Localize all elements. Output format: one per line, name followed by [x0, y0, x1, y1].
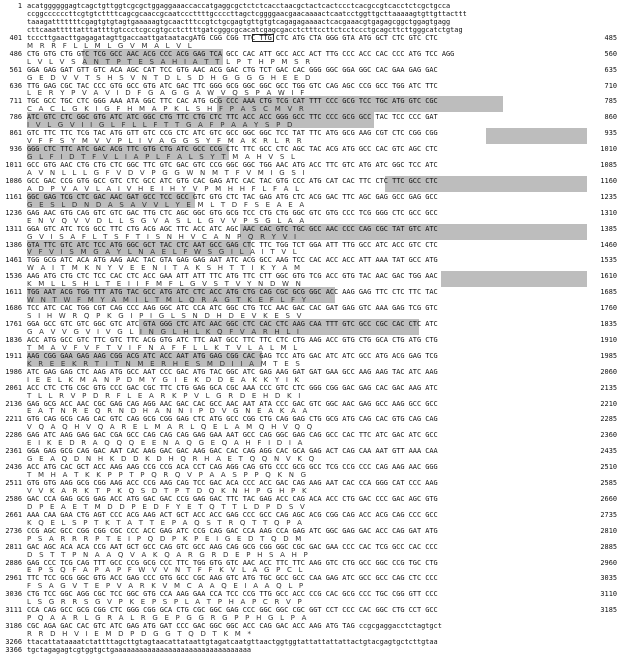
- nucleotide-row: [0, 336, 620, 344]
- dna-sequence: GTG GTG AAG GCG CGG AAG ACC CCG AAG CAG TCC GAC ACA CCC ACC GAC CAG AAG AAT CAC CCA GGG CAT CCC AAG: [27, 479, 438, 487]
- end-position: 1310: [600, 208, 617, 217]
- amino-acid-row: [0, 392, 620, 400]
- end-position: 3110: [600, 590, 617, 599]
- end-position: 3035: [600, 574, 617, 583]
- protein-sequence: S I H W R Q P K G I P I G L S N D H D E V K E S V: [27, 312, 302, 321]
- dna-sequence: CCG AGC GCC CGG CGG CGC CCC ACC GAG ATC CCG CAG GAC CCA AAG CCA GAG ATC GGC GAG GAC ACC CAG GAT ATG: [27, 526, 438, 535]
- protein-sequence: G E S L D N D A S A V V L Y E M L T D F S E A E A: [27, 200, 305, 209]
- protein-sequence: V F V I S M G A Y L N A E L F W S G I L A I T V L: [27, 248, 297, 257]
- dna-sequence: GAC AGC ACA ACA CCG AAT GCT GCC CAG GTC GCC AAG CAG GCG CGG GGC CGC GAC GAA CCC CAC TCG GCC CAC CCC: [27, 542, 438, 551]
- dna-sequence: GGA GAG GAT GTT GTC ACA AGC CAT TCC GTG AAC ACG GAC CTG TCT GAC CAC GGG GGC GGA GGC CAC GAA GAG GAC: [27, 65, 438, 74]
- dna-sequence: TGG GCG ATC ACA ATG AAG AAC TAC GTA GAG GAG AAT ATC ACG GCC AAG TCC CAC ACC ACC ATT AAA TAT GCC ATG: [27, 256, 438, 265]
- nucleotide-row: [0, 256, 620, 264]
- protein-sequence: T M A V F V F T V I F N A F F L L K T V L A L M L: [27, 343, 298, 352]
- start-position: 1686: [5, 304, 22, 313]
- amino-acid-row: [0, 328, 620, 336]
- nucleotide-row: [0, 129, 620, 137]
- dna-sequence: ccggccccccttcgtgtcttttcagcgcaaccgcaatcccttttgccccttagctcggggaacgaacaaaactcaatcctggttgcttaaaaagtgttgttacttt: [27, 9, 467, 18]
- protein-sequence: L S G R R S G V P K E P S P L A T P H A P C R V P: [27, 598, 302, 607]
- end-position: 1535: [600, 256, 617, 265]
- end-position: 2510: [600, 463, 617, 472]
- amino-acid-row: [0, 582, 620, 590]
- nucleotide-row: [0, 431, 620, 439]
- start-position: 2511: [5, 479, 22, 487]
- protein-sequence: G A V V G V I V G L I N G L H L K Q F V A R H L I: [27, 327, 299, 336]
- end-position: 1010: [600, 145, 617, 154]
- protein-sequence: E A T N R E Q R N D H A N N I P D V G N E A K A A: [27, 407, 308, 416]
- start-position: 3186: [5, 622, 22, 631]
- protein-sequence: M R R F L L M L G V M A L V L: [27, 41, 192, 50]
- end-position: 1610: [600, 272, 617, 281]
- dna-sequence: CCA CAG GCC GCG CGG CTC GGG CGG GCA CTG CGC GGC GAG CCC GGC GGC CGC GGT CCT CCC CAC GGC CTG CCT GCC: [27, 606, 438, 615]
- nucleotide-row: [0, 511, 620, 519]
- amino-acid-row: [0, 503, 620, 511]
- amino-acid-row: [0, 121, 620, 129]
- dna-sequence: ATC GTC CTC GGC GTG ATC ATC GGC CTG TTC CTG CTC TTC ACC ACC GGG GCC TTC CCC GCG GCC TAC TCC CCC GAT: [27, 113, 438, 122]
- end-position: 2435: [600, 447, 617, 456]
- amino-acid-row: [0, 169, 620, 177]
- nucleotide-row: [0, 50, 620, 58]
- start-position: 2361: [5, 447, 22, 456]
- protein-sequence: A D P V A V L A I V H E I H Y V P M H H F L F A L: [27, 184, 300, 193]
- start-position: 561: [9, 65, 22, 74]
- end-position: 1985: [600, 351, 617, 360]
- amino-acid-row: [0, 217, 620, 225]
- end-position: 2135: [600, 383, 617, 392]
- protein-sequence: E P S Q F A P A P F W V V N T F F K V L A G P C L: [27, 566, 303, 575]
- nucleotide-row: [0, 320, 620, 328]
- dna-sequence: TCC ATC CAC TGG CGT CAG CCC AAG GGC ATC CCA ATC GGC CTG TCC AAC GAC CAC GAT GAG GTC AAA GAG TCG GTC: [27, 304, 438, 313]
- nucleotide-row: [0, 161, 620, 169]
- nucleotide-row: [0, 2, 620, 10]
- amino-acid-row: [0, 153, 620, 161]
- nucleotide-row: [0, 574, 620, 582]
- protein-sequence: T L L R V P D R F L E A R K P V L G R D E H D K I: [27, 391, 301, 400]
- start-position: 1086: [5, 176, 22, 185]
- nucleotide-row: [0, 495, 620, 503]
- nucleotide-row: [0, 559, 620, 567]
- dna-sequence: GGA GTC ATC TCG GCC TTC CTG ACG AGC TTC ACC ATC AGC AAC CAC GTC TGC GCC AAC CCC CAG CGC TAT GTC ATC: [27, 224, 438, 233]
- end-position: 2060: [600, 367, 617, 376]
- end-position: 860: [604, 113, 617, 122]
- dna-sequence: GAG CCC TCG CAG TTT GCC CCG GCG CCC TTC TGG GTG GTC AAC ACC TTC TTC AAG GTC CTG GCC GGC CCG TGC CTG: [27, 558, 438, 567]
- start-position: 2136: [5, 399, 22, 408]
- nucleotide-row: [0, 368, 620, 376]
- start-position: 2886: [5, 558, 22, 567]
- protein-sequence: G V I S A F L T S F T I S N H V C A N P Q R Y V I: [27, 232, 297, 241]
- start-position: 1986: [5, 367, 22, 376]
- nucleotide-row: [0, 272, 620, 280]
- amino-acid-row: [0, 74, 620, 82]
- end-position: 1385: [600, 224, 617, 233]
- protein-sequence: W A I T M K N Y V E E N I T A K S H T T I K Y A M: [27, 264, 301, 273]
- protein-sequence: E N V Q V V D L L S G V A S L L G V V P S G L A A: [27, 216, 305, 225]
- end-position: 785: [604, 97, 617, 106]
- dna-sequence: tcccttgaacttgagagatagttgaccaattgataatacgATG CGG CGG TTC TTG CTC ATG CTA GGG GTA ATG GCT CTC GTC CTC: [27, 33, 438, 42]
- nucleotide-row: [0, 304, 620, 312]
- start-position: 2061: [5, 383, 22, 392]
- amino-acid-row: [0, 185, 620, 193]
- nucleotide-row: [0, 527, 620, 535]
- nucleotide-row: [0, 241, 620, 249]
- amino-acid-row: [0, 201, 620, 209]
- amino-acid-row: [0, 598, 620, 606]
- nucleotide-row: [0, 463, 620, 471]
- amino-acid-row: [0, 551, 620, 559]
- protein-sequence: K M L L S H L T E I I F M F L G V S T V Y N D W N: [27, 280, 301, 289]
- dna-sequence: TGG AAT ACG TGG TTT ATG TAC GCC ATG ATC CTC ACC ATG CTG CAG CGC GCG GGC ACC AAG GAG TTC CTC TTC TAC: [27, 288, 438, 297]
- nucleotide-row: [0, 447, 620, 455]
- dna-sequence: GAG ATC AAG GAG GAC CGA GCC CAG CAG CAG GAG GAA AAT GCC CAG GGC GAG CAG GCC CAC TTC ATC GAC ATC GCC: [27, 431, 438, 440]
- end-position: 485: [604, 33, 617, 42]
- amino-acid-row: [0, 233, 620, 241]
- amino-acid-row: [0, 360, 620, 368]
- start-position: 1311: [5, 224, 22, 233]
- protein-sequence: K Q E L S P T K T A T T E P A Q S T R Q T T Q P A: [27, 518, 302, 527]
- dna-sequence: ACC CTC CTG CGC GTG CCC GAC CGC TTC CTG GAG GCA CGC AAA CCC GTC CTC GGG CGG GAC GAG CAC GAC AAG ATC: [27, 383, 438, 392]
- dna-sequence: GTG CAG GCG CAG CAC GTC CAG GCG CGG GAG CTC ATG GCC CGG CTG CAG GAG CTG GCG ATG CAG CAC GTG CAG CAG: [27, 415, 438, 424]
- end-position: 1235: [600, 192, 617, 201]
- dna-sequence: TTC TCC GCG GGC GTG ACC GAG CCC GTG GCC CGC AAG GTC ATG TGC GCC GCC CAA GAG ATC GCC GCC CAG CTC CCC: [27, 574, 438, 583]
- amino-acid-row: [0, 280, 620, 288]
- nucleotide-row: [0, 193, 620, 201]
- dna-sequence: TTG GAG CGC TAC CCC GTG GCC GTG ATC GAC TTC GGG GCG GGC GGC GCC TGG GTC CAG AGC CCG GCC TGG ATC TTC: [27, 81, 438, 90]
- nucleotide-row: [0, 646, 620, 654]
- end-position: 1460: [600, 240, 617, 249]
- start-position: 2286: [5, 431, 22, 440]
- end-position: 3185: [600, 606, 617, 615]
- start-position: 1761: [5, 320, 22, 328]
- dna-sequence: TGC GCC TGC CTC GGG AAA ATA GGC TTC CAC ATG GCG CCC AAA CTG TCG CAT TTT CCC GCG TCC TGC ATG GTC CGC: [27, 97, 438, 106]
- end-position: 2285: [600, 415, 617, 424]
- protein-sequence: V Q A Q H V Q A R E L M A R L Q E L A M Q H V Q Q: [27, 423, 313, 432]
- amino-acid-row: [0, 312, 620, 320]
- start-position: 3111: [5, 606, 22, 615]
- dna-sequence: ACC ATG GCC GTC TTC GTC TTC ACG GTG ATC TTC AAT GCC TTC TTC CTC CTG AAG ACC GTG CTG GCA CTG ATG CTG: [27, 335, 438, 344]
- start-position: 1: [17, 2, 22, 10]
- protein-sequence: D S T T P N A A Q V A K Q A R G R D E P H S A H P: [27, 550, 308, 559]
- amino-acid-row: [0, 137, 620, 145]
- dna-sequence: CTG TCC GGC AGG CGC TCC GGC GTG CCA AAG GAA CCA TCC CCG TTG GCC ACC CCG CAC GCG CCC TGC CGG GTT CCC: [27, 590, 438, 599]
- start-position: 1386: [5, 240, 22, 249]
- start-position: 936: [9, 145, 22, 154]
- start-position: 1011: [5, 161, 22, 169]
- protein-sequence: L V L V S A N T P T E S A H I A T T L P T H P M S R: [27, 57, 311, 66]
- nucleotide-row: [0, 352, 620, 360]
- dna-sequence: GCC GAC CCG GTG GCC GTC CTC GCC ATC GTG CAC GAG ATC CAC TAC GTG CCC ATG CAT CAC TTC CTC TTC GCC CTC: [27, 176, 438, 185]
- end-position: 560: [604, 49, 617, 58]
- start-position: 1461: [5, 256, 22, 265]
- protein-sequence: D P E A E T M D D P E D F Y E T Q T T L D P D S V: [27, 502, 305, 511]
- protein-sequence: G E A Q D N H K D D K D H Q R H A E T Q Q N V K Q: [27, 455, 315, 464]
- protein-sequence: A V N L L L G F V D V P G G W N M T F V M I G S I: [27, 168, 305, 177]
- dna-sequence: ttacattataaaatctattttagcttgtagtaacattataattgtagatcaatgttaactggtggtattattattattactgtacgagtgctcttgtaa: [27, 638, 438, 646]
- protein-sequence: P S A R R R P T E I P Q D P K P E I G E D T Q D M: [27, 534, 302, 543]
- start-position: 1161: [5, 192, 22, 201]
- nucleotide-row: [0, 18, 620, 26]
- end-position: 2810: [600, 526, 617, 535]
- end-position: 935: [604, 129, 617, 138]
- end-position: 2585: [600, 479, 617, 487]
- amino-acid-row: [0, 471, 620, 479]
- protein-sequence: G E D V V T S H S V N T D L S D H G G G G H E E D: [27, 73, 311, 82]
- amino-acid-row: [0, 614, 620, 622]
- start-position: 3036: [5, 590, 22, 599]
- nucleotide-row: [0, 225, 620, 233]
- amino-acid-row: [0, 248, 620, 256]
- end-position: 1085: [600, 161, 617, 169]
- amino-acid-row: [0, 423, 620, 431]
- end-position: 2735: [600, 510, 617, 519]
- dna-sequence: CTG GTG CTG GTC TCG GCC AAC ACG CCC ACG GAG TCA GCC CAC ATT GCC ACC ACT TTG CCC ACC CAC CCC ATG TCC AGG: [27, 49, 455, 58]
- start-position: 711: [9, 97, 22, 106]
- nucleotide-row: [0, 145, 620, 153]
- nucleotide-row: [0, 622, 620, 630]
- protein-sequence: C A C L G K I G F H M A P K L S H F P A S C M V R: [27, 105, 304, 114]
- nucleotide-row: [0, 638, 620, 646]
- start-position: 401: [9, 33, 22, 42]
- end-position: 1160: [600, 176, 617, 185]
- start-position: 861: [9, 129, 22, 138]
- amino-acid-row: [0, 264, 620, 272]
- protein-sequence: L E R Y P V A V I D F G A G G A W V Q S P A W I F: [27, 89, 305, 98]
- protein-sequence: V V K A R K T P K Q S D T P T D Q K N H P G H P K: [27, 486, 307, 495]
- start-position: 2961: [5, 574, 22, 583]
- amino-acid-row: [0, 344, 620, 352]
- nucleotide-row: [0, 97, 620, 105]
- amino-acid-row: [0, 566, 620, 574]
- nucleotide-row: [0, 10, 620, 18]
- nucleotide-row: [0, 415, 620, 423]
- dna-sequence: GGA GCC GTC GTC GGC GTC ATC GTA GGG CTC ATC AAC GGC CTC CAC CTC AAG CAA TTT GTC GCC CGC CAC CTC ATC: [27, 320, 438, 328]
- dna-sequence: GTC TTC TTC TCG TAC ATG GTT GTC CCG CTC ATC GTC GCC GGC GGC TCC TAT TTC ATG GCG AAG CGT CTC CGG CGG: [27, 129, 438, 138]
- amino-acid-row: [0, 105, 620, 113]
- start-position: 3266: [5, 638, 22, 646]
- amino-acid-row: [0, 439, 620, 447]
- start-position: 2436: [5, 463, 22, 472]
- start-position: 1611: [5, 288, 22, 297]
- amino-acid-row: [0, 58, 620, 66]
- end-position: 1760: [600, 304, 617, 313]
- amino-acid-row: [0, 296, 620, 304]
- dna-sequence: tgctagagagtcgtggtgctgaaaaaaaaaaaaaaaaaaaaaaaaaaaaaaaaa: [27, 645, 252, 654]
- dna-sequence: GCC GTG AAC CTG CTG CTC GGC TTC GTC GAC GTC CCG GGC GGC TGG AAC ATG ACC TTC GTC ATG ATC GGC TCC ATC: [27, 161, 438, 169]
- amino-acid-row: [0, 89, 620, 97]
- start-codon-box: [252, 34, 274, 42]
- dna-sequence: GAC CCA GAG GCG GAG ACC ATG GAC GAC CCG GAG GAC TTC TAC GAG ACC CAG ACA ACC CTG GAC CCC GAC AGC GTG: [27, 494, 438, 503]
- nucleotide-row: [0, 400, 620, 408]
- protein-sequence: G L F I D T F V L I A P L F A L S Y T M A H V S L: [27, 153, 295, 162]
- dna-sequence: GTA TTC GTC ATC TCC ATG GGC GCT TAC CTC AAT GCC GAG CTC TTC TGG TCT GGA ATT TTG GCC ATC ACC GTC CTC: [27, 240, 438, 249]
- protein-sequence: P Q A A R L G R A L R G E P G G R G P P H G L P A: [27, 614, 307, 623]
- dna-sequence: CGC AGA GAC CAC GTC ATC GAG ATG GAT CCC GAC GGC GGC ACC CAG GAC ACC AAG ATG TAG ccgcgaggacctctagtgct: [27, 622, 442, 631]
- end-position: 1835: [600, 320, 617, 328]
- dna-sequence: ACC ATG CAC GCT ACC AAG AAG CCG CCG ACA CCT CAG AGG CAG GTG CCC GCG GCC TCG CCG CCC CAG AAG AAC GGG: [27, 463, 438, 472]
- dna-sequence: taaagatttttttcgagtgtgtagtgaaaaagtgcaactttccgtctgcgagtgttgtgtcagagagaaaactcacgaaacgtgagagcggctggagtgagg: [27, 17, 451, 26]
- start-position: 2661: [5, 510, 22, 519]
- dna-sequence: AAG ATG CTG CTC TCC CAC CTC ACC GAA ATT ATT TTC ATG TTC CTT GGC GTG TCG ACC GTG TAC AAC GAC TGG AAC: [27, 272, 438, 281]
- amino-acid-row: [0, 455, 620, 463]
- dna-sequence: GGC GAG TCG CTC GAC AAC GAT GCC TCC GCC GTC GTG CTC TAC GAG ATG CTC ACG GAC TTC AGC GAG GCC GAG GCC: [27, 192, 438, 201]
- dna-sequence: GGA GAG GCG CAG GAC AAT CAC AAG GAC GAC AAG GAC CAC CAG AGG CAC GCA GAG ACT CAG CAA AAT GTT AAA CAA: [27, 447, 438, 456]
- nucleotide-row: [0, 288, 620, 296]
- start-position: 1536: [5, 272, 22, 281]
- end-position: 710: [604, 81, 617, 90]
- protein-sequence: I E E L K M A N P D M Y G I E K D D E A K K Y I K: [27, 375, 300, 384]
- start-position: 1236: [5, 208, 22, 217]
- protein-sequence: K R E E K R T I T N M E R H E S M D I I A M T E S: [27, 359, 300, 368]
- dna-sequence: AAA CAA GAA CTG AGT CCC ACG AAG ACT GCT ACC ACC GAG CCC GCC CAG AGC ACG CGG CAG ACC ACG CAG CCC GCC: [27, 510, 438, 519]
- amino-acid-row: [0, 376, 620, 384]
- nucleotide-row: [0, 384, 620, 392]
- nucleotide-row: [0, 177, 620, 185]
- nucleotide-row: [0, 34, 620, 42]
- nucleotide-row: [0, 82, 620, 90]
- start-position: 636: [9, 81, 22, 90]
- protein-sequence: F S A G V T E P V A R K V M C A A Q E I A A Q L P: [27, 582, 304, 591]
- amino-acid-row: [0, 42, 620, 50]
- start-position: 1836: [5, 335, 22, 344]
- start-position: 3366: [5, 645, 22, 654]
- nucleotide-row: [0, 26, 620, 34]
- protein-sequence: V F F S Y M V V P L I V A G G S Y F M A K R L R R: [27, 137, 302, 146]
- dna-sequence: ATC GAG GAG CTC AAG ATG GCC AAT CCC GAC ATG TAC GGC ATC GAG AAG GAT GAT GAA GCC AAG AAG TAC ATC AAG: [27, 367, 438, 376]
- dna-sequence: AAG CGG GAA GAG AAG CGG ACG ATC ACC AAT ATG GAG CGG CAC GAG TCC ATG GAC ATC ATC GCC ATG ACG GAG TCG: [27, 351, 438, 360]
- end-position: 2960: [600, 558, 617, 567]
- end-position: 2885: [600, 542, 617, 551]
- start-position: 2811: [5, 542, 22, 551]
- end-position: 1685: [600, 288, 617, 297]
- start-position: 2586: [5, 494, 22, 503]
- protein-sequence: I V L G V I I G L F L L F T T G A F P A A Y S P D: [27, 121, 293, 130]
- dna-sequence: GGG CTC TTC ATC GAC ACG TTC GTG CTG ATC GCC CCG CTC TTC GCC CTC AGC TAC ACG ATG GCC CAC GTC AGC CTC: [27, 145, 438, 154]
- start-position: 486: [9, 49, 22, 58]
- dna-sequence: cttcaaatttttatttattttgtccctcgccgtgcctcttttgatcgggcgcacatcgagcgacctctttccttctcctccctgcagcttcttgggcatctgtag: [27, 25, 463, 34]
- start-position: 2211: [5, 415, 22, 424]
- nucleotide-row: [0, 66, 620, 74]
- nucleotide-row: [0, 209, 620, 217]
- protein-sequence: E I K E D R A Q Q Q E E N A Q G E Q A H F I D I A: [27, 439, 303, 448]
- amino-acid-row: [0, 519, 620, 527]
- nucleotide-row: [0, 543, 620, 551]
- protein-sequence: R R D H V I E M D P D G G T Q D T K M *: [27, 630, 251, 639]
- amino-acid-row: [0, 487, 620, 495]
- end-position: 2210: [600, 399, 617, 408]
- end-position: 2660: [600, 494, 617, 503]
- protein-sequence: W N T W F M Y A M I L T M L Q R A G T K E F L F Y: [27, 296, 307, 305]
- nucleotide-row: [0, 590, 620, 598]
- start-position: 1911: [5, 351, 22, 360]
- end-position: 2360: [600, 431, 617, 440]
- dna-sequence: GAG AAC GTG CAG GTC GTC GAC TTG CTC AGC GGC GTG GCG TCC CTG CTG GGC GTC GTG CCC TCG GGG CTC GCC GCC: [27, 208, 438, 217]
- amino-acid-row: [0, 407, 620, 415]
- end-position: 1910: [600, 335, 617, 344]
- amino-acid-row: [0, 535, 620, 543]
- amino-acid-row: [0, 630, 620, 638]
- start-position: 2736: [5, 526, 22, 535]
- end-position: 635: [604, 65, 617, 74]
- dna-sequence: GAG GCG ACC AAC CGC GAG CAG AGG AAC GAC CAC GCC AAC AAT ATA CCC GAC GTC GGC AAC GAG GCC AAG GCC GCC: [27, 399, 438, 408]
- nucleotide-row: [0, 113, 620, 121]
- dna-sequence: acatggggggagtcagctgttggtcgcgctggaggaaaccaccatgaggcgctctctcacctaacgctactcactccctcacgccgtcacctctcgctgcca: [27, 2, 451, 10]
- start-position: 786: [9, 113, 22, 122]
- nucleotide-row: [0, 479, 620, 487]
- protein-sequence: T M H A T K K P P T P Q R Q V P A A S P P Q K N G: [27, 471, 307, 480]
- nucleotide-row: [0, 606, 620, 614]
